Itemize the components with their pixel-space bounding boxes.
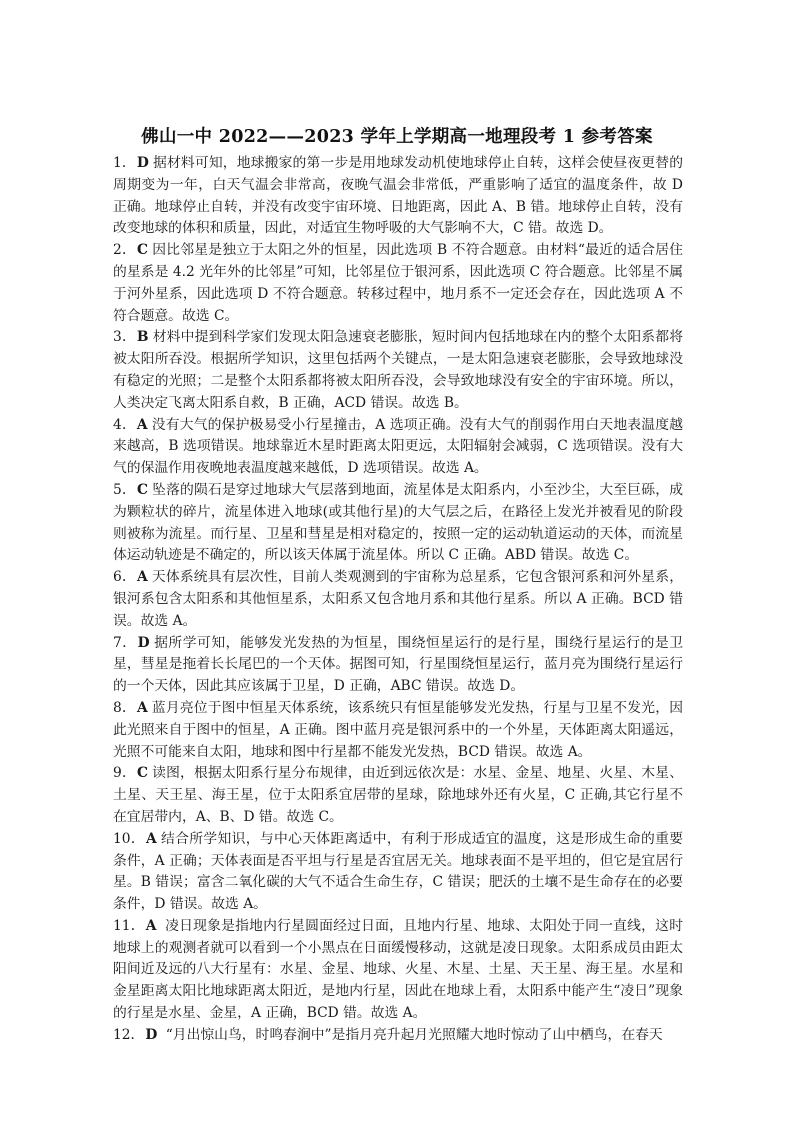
explanation-text: 据材料可知，地球搬家的第一步是用地球发动机使地球停止自转，这样会使昼夜更替的周期变为一年，白天气温会非常高，夜晚气温会非常低，严重影响了适宜的温度条件，故 D 正确。地球停止自转，并没有改变宇宙环境、日地距离，因此 A、B 错。地球停止自转，没有改变地球的体积和质量，因此，对适宜生物呼吸的大气影响不大，C 错。故选 D。 — [113, 155, 684, 237]
answer-item — [113, 633, 683, 698]
item-number: 9． — [113, 765, 136, 782]
explanation-text: 据所学可知，能够发光发热的为恒星，围绕恒星运行的是行星，围绕行星运行的是卫星，彗星是拖着长长尾巴的一个天体。据图可知，行星围绕恒星运行，蓝月亮为围绕行星运行的一个天体，因此其应该属于卫星，D 正确，ABC 错误。故选 D。 — [113, 634, 684, 695]
explanation-text: 因比邻星是独立于太阳之外的恒星，因此选项 B 不符合题意。由材料“最近的适合居住的星系是 4.2 光年外的比邻星”可知，比邻星位于银河系，因此选项 C 符合题意。比邻星不属于河外星系，因此选项 D 不符合题意。转移过程中，地月系不一定还会存在，因此选项 A 不符合题意。故选 C。 — [113, 242, 684, 324]
explanation-text: 材料中提到科学家们发现太阳急速衰老膨胀，短时间内包括地球在内的整个太阳系都将被太阳所吞没。根据所学知识，这里包括两个关键点，一是太阳急速衰老膨胀，会导致地球没有稳定的光照；二是整个太阳系都将被太阳所吞没，会导致地球没有安全的宇宙环境。所以，人类决定飞离太阳系自救，B 正确，ACD 错误。故选 B。 — [113, 329, 684, 411]
item-number: 5． — [113, 481, 136, 498]
answer-letter: A — [145, 917, 157, 934]
answer-letter: B — [136, 329, 149, 346]
answer-item — [113, 240, 683, 327]
item-number: 7． — [113, 634, 137, 651]
answer-item — [113, 698, 683, 763]
page-title: 佛山一中 2022——2023 学年上学期高一地理段考 1 参考答案 — [141, 127, 653, 147]
answer-letter: D — [145, 1026, 158, 1043]
item-number: 10． — [113, 830, 145, 847]
answer-item — [113, 480, 683, 567]
item-number: 12． — [113, 1026, 145, 1043]
answer-item — [113, 763, 683, 828]
answer-letter: D — [136, 155, 149, 171]
answer-letter: A — [136, 416, 148, 433]
answer-item — [113, 153, 683, 240]
answer-letter: A — [136, 569, 148, 586]
explanation-text: 天体系统具有层次性，目前人类观测到的宇宙称为总星系，它包含银河系和河外星系，银河系包含太阳系和其他恒星系，太阳系又包含地月系和其他行星系。所以 A 正确。BCD 错误。故选 A。 — [113, 569, 684, 629]
explanation-text: “月出惊山鸟，时鸣春涧中”是指月亮升起月光照耀大地时惊动了山中栖鸟，在春天 — [161, 1026, 663, 1043]
explanation-text: 没有大气的保护极易受小行星撞击，A 选项正确。没有大气的削弱作用白天地表温度越来越高，B 选项错误。地球靠近木星时距离太阳更远，太阳辐射会减弱，C 选项错误。没有大气的保温作用夜晚地表温度越来越低，D 选项错误。故选 A。 — [113, 416, 683, 477]
answer-letter: C — [136, 765, 148, 782]
answer-letter: C — [137, 242, 148, 259]
answer-item — [113, 916, 683, 1025]
explanation-text: 凌日现象是指地内行星圆面经过日面，且地内行星、地球、太阳处于同一直线，这时地球上的观测者就可以看到一个小黑点在日面缓慢移动，这就是凌日现象。太阳系成员由距太阳间近及远的八大行星有：水星、金星、地球、火星、木星、土星、天王星、海王星。水星和金星距离太阳比地球距离太阳近，是地内行星，因此在地球上看，太阳系中能产生“凌日”现象的行星是水星、金星，A 正确，BCD 错。故选 A。 — [113, 917, 683, 1022]
answer-item — [113, 415, 683, 480]
item-number: 2． — [113, 242, 137, 259]
item-number: 8． — [113, 699, 136, 716]
answer-list — [113, 153, 683, 1047]
item-number: 11． — [113, 917, 145, 934]
item-number: 6． — [113, 569, 136, 586]
answer-item — [113, 327, 683, 414]
answer-item — [113, 1025, 683, 1047]
answer-letter: C — [136, 481, 148, 498]
answer-letter: D — [137, 634, 150, 651]
explanation-text: 结合所学知识，与中心天体距离适中，有利于形成适宜的温度，这是形成生命的重要条件，A 正确；天体表面是否平坦与行星是否宜居无关。地球表面不是平坦的，但它是宜居行星。B 错误；富含二氧化碳的大气不适合生命生存，C 错误；肥沃的土壤不是生命存在的必要条件，D 错误。故选 A。 — [113, 830, 684, 913]
explanation-text: 蓝月亮位于图中恒星天体系统，该系统只有恒星能够发光发热，行星与卫星不发光，因此光照来自于图中的恒星，A 正确。图中蓝月亮是银河系中的一个外星，天体距离太阳遥远，光照不可能来自太阳，地球和图中行星都不能发光发热，BCD 错误。故选 A。 — [113, 699, 684, 760]
item-number: 1． — [113, 155, 136, 171]
answer-item — [113, 567, 683, 632]
explanation-text: 坠落的陨石是穿过地球大气层落到地面，流星体是太阳系内，小至沙尘，大至巨砾，成为颗粒状的碎片，流星体进入地球(或其他行星)的大气层之后，在路径上发光并被看见的阶段则被称为流星。而行星、卫星和彗星是相对稳定的，按照一定的运动轨道运动的天体，而流星体运动轨迹是不确定的，所以该天体属于流星体。所以 C 正确。ABD 错误。故选 C。 — [113, 481, 683, 564]
answer-item — [113, 829, 683, 916]
item-number: 3． — [113, 329, 136, 346]
item-number: 4． — [113, 416, 136, 433]
answer-letter: A — [136, 699, 148, 716]
answer-letter: A — [146, 830, 157, 847]
explanation-text: 读图，根据太阳系行星分布规律，由近到远依次是：水星、金星、地星、火星、木星、土星、天王星、海王星，位于太阳系宜居带的星球，除地球外还有火星，C 正确,其它行星不在宜居带内，A、B、D 错。故选 C。 — [113, 765, 683, 825]
